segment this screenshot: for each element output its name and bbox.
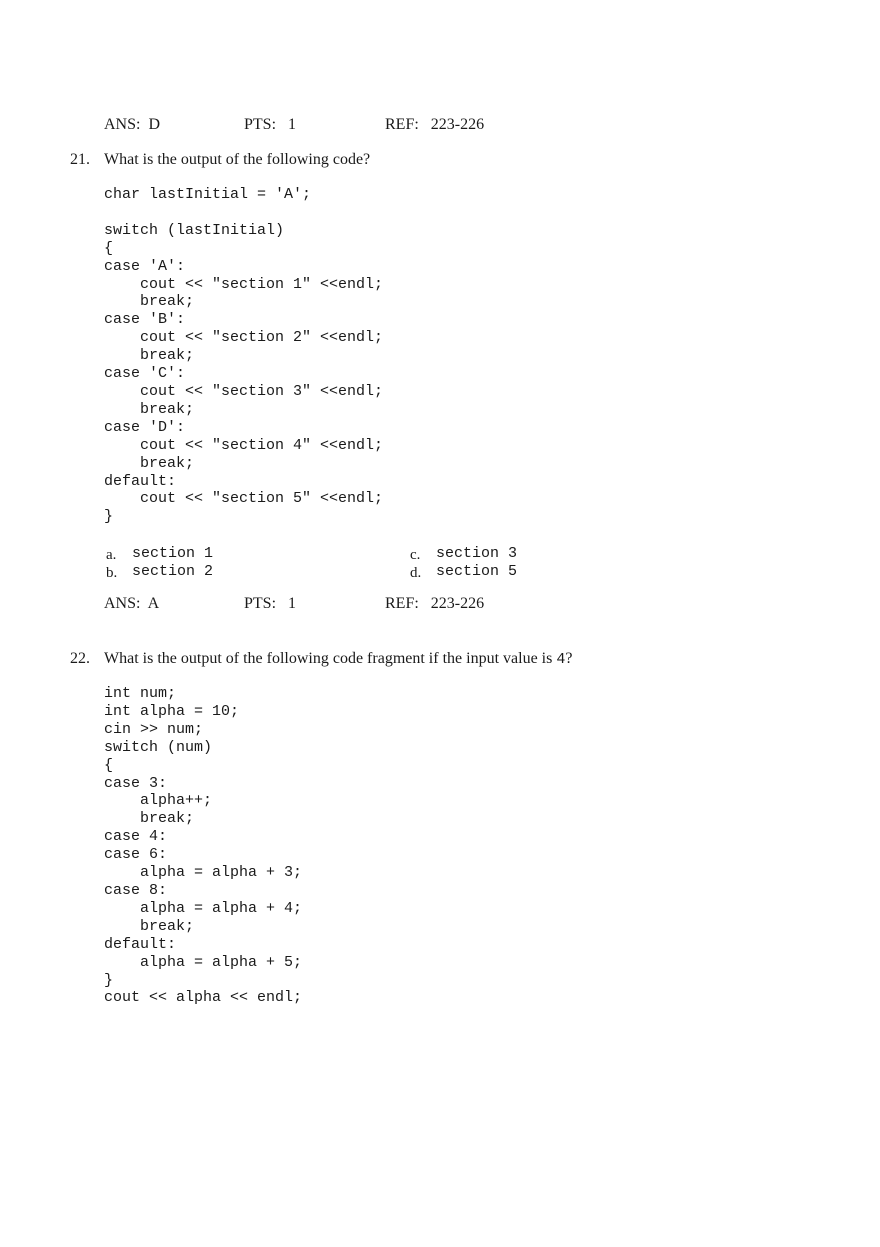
question-22-text [104, 650, 572, 668]
reference-label: REF: 223-226 [385, 595, 485, 612]
question-21-number: 21. [70, 151, 90, 168]
option-c-text: section 3 [436, 545, 518, 562]
points-label: PTS: 1 [244, 116, 297, 133]
option-d-letter: d. [410, 565, 422, 581]
points-label: PTS: 1 [244, 595, 297, 612]
question-22-number: 22. [70, 650, 90, 667]
question-21-options [104, 545, 564, 585]
option-b-text: section 2 [132, 563, 214, 580]
answer-line-prev [104, 116, 604, 136]
option-a-letter: a. [106, 547, 117, 563]
reference-label: REF: 223-226 [385, 116, 485, 133]
option-b-letter: b. [106, 565, 118, 581]
question-21-text: What is the output of the following code? [104, 151, 371, 168]
question-22-input-value: 4 [556, 651, 566, 668]
answer-line-21 [104, 595, 604, 615]
question-22-code: int num; int alpha = 10; cin >> num; switch (num) { case 3: alpha++; break; case 4: case 6: alpha = alpha + 3; case 8: alpha = alpha + 4; break; default: alpha = alpha + 5; } cout << alpha << endl; [104, 685, 303, 1007]
question-22-prefix: What is the output of the following code fragment if the input value is [104, 650, 557, 667]
answer-label: ANS: A [104, 595, 160, 612]
question-22-suffix: ? [565, 650, 573, 667]
option-a-text: section 1 [132, 545, 214, 562]
answer-label: ANS: D [104, 116, 161, 133]
question-21-code: char lastInitial = 'A'; switch (lastInitial) { case 'A': cout << "section 1" <<endl; break; case 'B': cout << "section 2" <<endl; break; case 'C': cout << "section 3" <<endl; break; case 'D': cout << "section 4" <<endl; break; default: cout << "section 5" <<endl; } [104, 186, 384, 526]
option-d-text: section 5 [436, 563, 518, 580]
option-c-letter: c. [410, 547, 421, 563]
